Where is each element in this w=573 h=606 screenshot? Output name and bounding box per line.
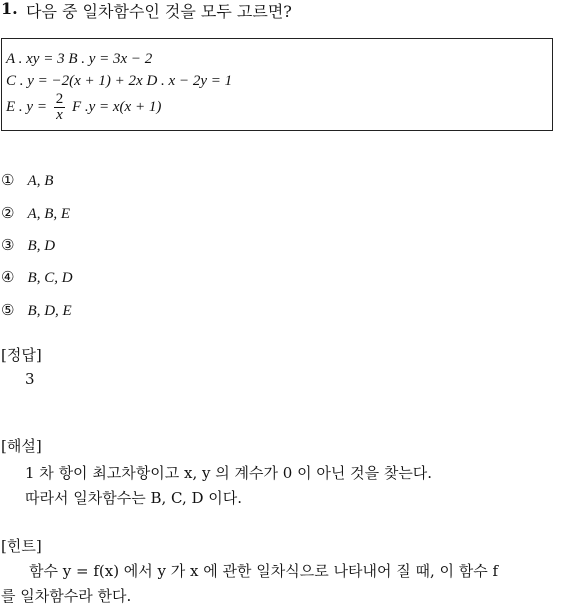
hint-line-2: 를 일차함수라 한다. [1, 587, 132, 605]
choices-line-2: C . y = −2(x + 1) + 2x D . x − 2y = 1 [6, 73, 233, 89]
option-1-mark: ① [1, 171, 15, 189]
fraction-denominator: x [56, 107, 63, 123]
option-3-mark: ③ [1, 236, 15, 254]
option-4[interactable] [1, 267, 73, 287]
option-2[interactable] [1, 203, 70, 223]
answer-value: 3 [25, 370, 35, 388]
explanation-line-1: 1 차 항이 최고차항이고 x, y 의 계수가 0 이 아닌 것을 찾는다. [25, 464, 433, 482]
option-5-text: B, D, E [27, 303, 72, 319]
option-1[interactable] [1, 170, 53, 190]
hint-line-1: 함수 y = f(x) 에서 y 가 x 에 관한 일차식으로 나타내어 질 때, 이 함수 f [29, 562, 499, 580]
option-4-text: B, C, D [27, 270, 73, 286]
option-4-mark: ④ [1, 268, 15, 286]
fraction-numerator: 2 [55, 91, 64, 107]
hint-label: [힌트] [1, 537, 42, 555]
choices-line-3 [6, 92, 161, 123]
explanation-line-2: 따라서 일차함수는 B, C, D 이다. [25, 489, 243, 507]
option-5-mark: ⑤ [1, 301, 15, 319]
option-1-text: A, B [27, 173, 54, 189]
option-3-text: B, D [27, 238, 56, 254]
choice-e-fraction [54, 92, 66, 123]
option-2-text: A, B, E [27, 206, 71, 222]
choices-line-1: A . xy = 3 B . y = 3x − 2 [6, 51, 153, 67]
answer-label: [정답] [1, 346, 42, 364]
explanation-label: [해설] [1, 437, 42, 455]
choice-e-prefix: E . y = [6, 99, 47, 115]
question-text: 다음 중 일차함수인 것을 모두 고르면? [26, 2, 292, 21]
option-3[interactable] [1, 235, 55, 255]
option-2-mark: ② [1, 204, 15, 222]
option-5[interactable] [1, 300, 72, 320]
question-number: 1. [1, 0, 18, 18]
choice-f-text: F .y = x(x + 1) [71, 99, 162, 115]
